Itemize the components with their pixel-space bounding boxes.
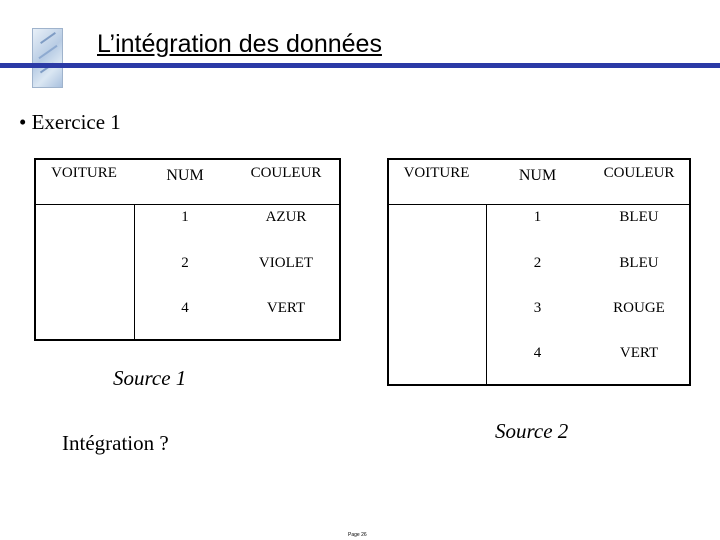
- title-bar: [0, 63, 720, 68]
- source1-row2-couleur: VIOLET: [258, 255, 314, 271]
- source2-caption: Source 2: [495, 419, 569, 443]
- source1-caption: Source 1: [113, 366, 187, 390]
- integration-question: Intégration ?: [62, 431, 169, 455]
- source1-header-num: NUM: [166, 167, 204, 184]
- logo: [32, 28, 63, 88]
- source1-header-couleur: COULEUR: [250, 165, 322, 181]
- source2-header-num: NUM: [518, 167, 557, 184]
- exercise-bullet: • Exercice 1: [19, 110, 121, 134]
- source2-row1-num: 1: [533, 209, 542, 225]
- source2-header-voiture: VOITURE: [403, 165, 470, 181]
- page-title: L’intégration des données: [97, 30, 382, 58]
- source2-row4-num: 4: [533, 345, 542, 361]
- source1-row3-couleur: VERT: [266, 300, 306, 316]
- source1-row3-num: 4: [181, 300, 189, 316]
- source2-row1-couleur: BLEU: [619, 209, 659, 225]
- page-number: Page 26: [348, 532, 367, 538]
- source1-row2-num: 2: [181, 255, 189, 271]
- source1-row1-num: 1: [181, 209, 189, 225]
- source1-header-voiture: VOITURE: [51, 165, 117, 181]
- source1-header-divider: [34, 204, 341, 205]
- source2-row3-num: 3: [533, 300, 542, 316]
- source2-row4-couleur: VERT: [619, 345, 659, 361]
- source1-row1-couleur: AZUR: [265, 209, 307, 225]
- source2-header-couleur: COULEUR: [603, 165, 675, 181]
- source2-row2-num: 2: [533, 255, 542, 271]
- source2-header-divider: [387, 204, 691, 205]
- source2-row2-couleur: BLEU: [619, 255, 659, 271]
- source2-row3-couleur: ROUGE: [613, 300, 665, 316]
